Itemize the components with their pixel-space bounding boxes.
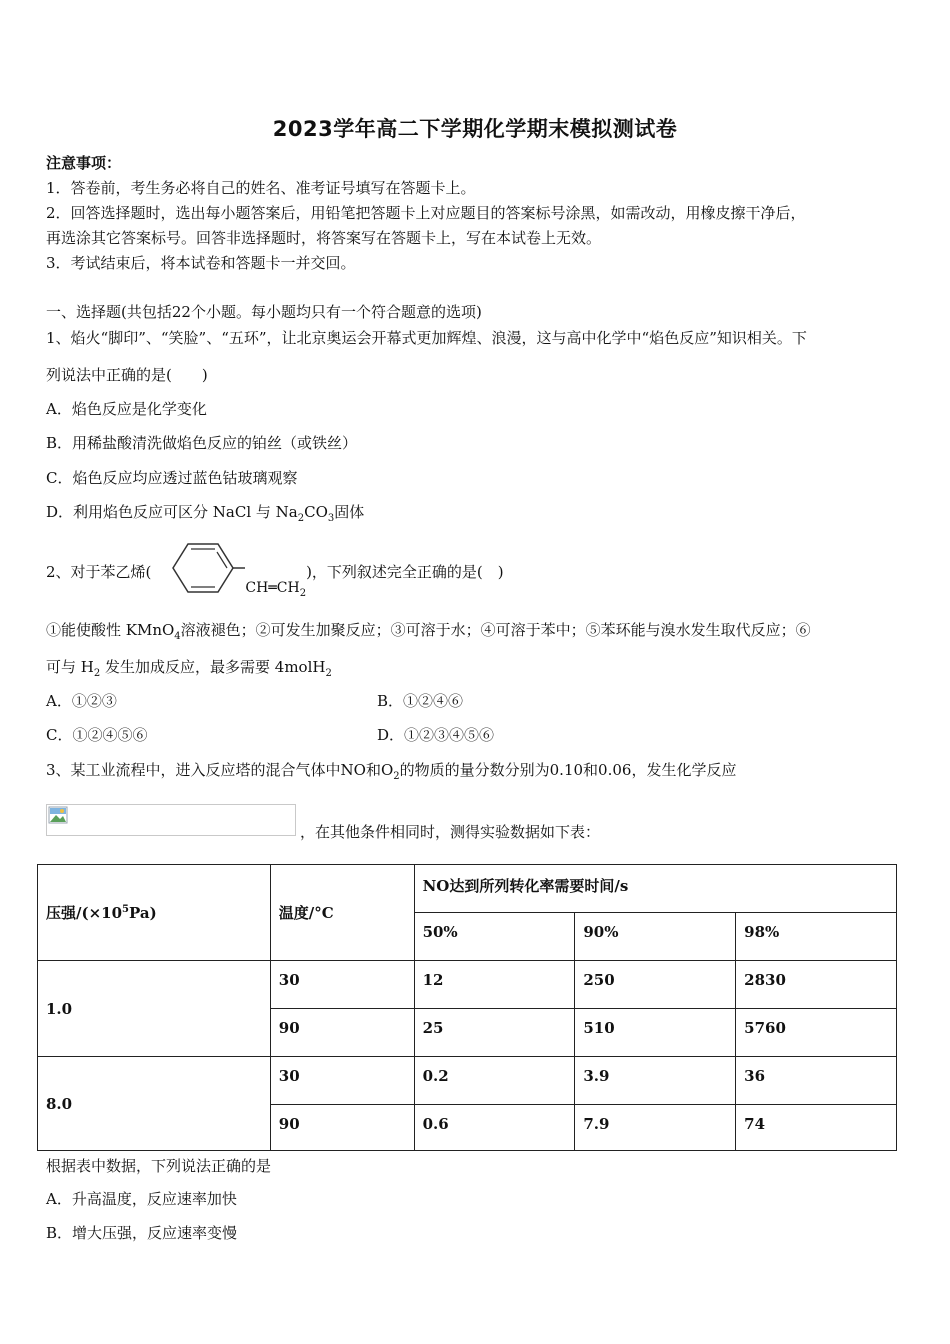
broken-image-icon <box>48 806 70 826</box>
cell-value: 5760 <box>736 1009 897 1057</box>
cell-temp: 30 <box>270 1057 414 1105</box>
q2-option-d: D．①②③④⑤⑥ <box>377 726 495 744</box>
styrene-vinyl-sub: 2 <box>299 587 307 599</box>
q1-option-a: A．焰色反应是化学变化 <box>46 400 207 418</box>
q2-option-c: C．①②④⑤⑥ <box>46 726 148 744</box>
header-col-90: 90% <box>575 913 736 961</box>
styrene-vinyl-label <box>245 580 307 599</box>
cell-value: 12 <box>414 961 575 1009</box>
q1-option-c: C．焰色反应均应透过蓝色钴玻璃观察 <box>46 469 298 487</box>
cell-value: 510 <box>575 1009 736 1057</box>
q2-stem-pre: 2、对于苯乙烯( <box>46 562 152 581</box>
header-pressure <box>38 865 271 961</box>
q3-stem <box>46 759 736 782</box>
q3-stem-post: 的物质的量分数分别为0.10和0.06，发生化学反应 <box>399 761 737 779</box>
q2-stem-post: )，下列叙述完全正确的是( ) <box>306 562 504 581</box>
q1-d-mid: CO <box>304 503 328 521</box>
header-col-50: 50% <box>414 913 575 961</box>
cell-value: 36 <box>736 1057 897 1105</box>
cell-temp: 90 <box>270 1105 414 1151</box>
q3-followup: 根据表中数据，下列说法正确的是 <box>46 1157 272 1175</box>
notice-item-2-cont: 再选涂其它答案标号。回答非选择题时，将答案写在答题卡上，写在本试卷上无效。 <box>46 229 602 247</box>
q2-cond2-mid: 发生加成反应，最多需要 4molH <box>100 658 326 676</box>
cell-pressure: 8.0 <box>38 1057 271 1151</box>
header-col-98: 98% <box>736 913 897 961</box>
q2-option-a: A．①②③ <box>46 692 117 710</box>
header-pressure-sup: 5 <box>122 904 129 915</box>
experiment-table <box>37 864 897 1151</box>
q1-stem-line2: 列说法中正确的是( ) <box>46 366 208 384</box>
table-row <box>38 961 897 1009</box>
q1-stem-line1: 1、焰火“脚印”、“笑脸”、“五环”，让北京奥运会开幕式更加辉煌、浪漫，这与高中化学中“焰色反应”知识相关。下 <box>46 329 807 347</box>
cell-temp: 30 <box>270 961 414 1009</box>
header-temperature: 温度/°C <box>270 865 414 961</box>
styrene-structure <box>151 538 306 605</box>
notice-item-3: 3．考试结束后，将本试卷和答题卡一并交回。 <box>46 254 356 272</box>
q2-cond2-sub2: 2 <box>325 668 332 679</box>
cell-value: 250 <box>575 961 736 1009</box>
q2-option-b: B．①②④⑥ <box>377 692 464 710</box>
cell-value: 7.9 <box>575 1105 736 1151</box>
exam-title: 2023学年高二下学期化学期末模拟测试卷 <box>272 117 678 141</box>
q2-cond1-pre: ①能使酸性 KMnO <box>46 621 175 639</box>
q3-option-b: B．增大压强，反应速率变慢 <box>46 1224 238 1242</box>
cell-value: 2830 <box>736 961 897 1009</box>
header-pressure-post: Pa) <box>129 904 157 922</box>
equation-image <box>46 804 296 836</box>
section-heading: 一、选择题(共包括22个小题。每小题均只有一个符合题意的选项) <box>46 303 482 321</box>
styrene-vinyl-text: CH═CH <box>245 580 300 596</box>
cell-pressure: 1.0 <box>38 961 271 1057</box>
header-pressure-pre: 压强/(×10 <box>46 904 123 922</box>
q1-d-sub2: 3 <box>327 513 335 524</box>
table-row <box>38 1057 897 1105</box>
cell-value: 0.6 <box>414 1105 575 1151</box>
q2-conditions-line2 <box>46 656 332 679</box>
q2-stem <box>46 538 504 605</box>
q3-option-a: A．升高温度，反应速率加快 <box>46 1190 237 1208</box>
cell-value: 3.9 <box>575 1057 736 1105</box>
q2-cond2-pre: 可与 H <box>46 658 94 676</box>
q1-option-d <box>46 501 364 524</box>
notice-item-2: 2．回答选择题时，选出每小题答案后，用铅笔把答题卡上对应题目的答案标号涂黑，如需改动，用橡皮擦干净后， <box>46 204 806 222</box>
q3-stem-pre: 3、某工业流程中，进入反应塔的混合气体中NO和O <box>46 761 394 779</box>
q1-d-pre: D．利用焰色反应可区分 NaCl 与 Na <box>46 503 298 521</box>
notice-heading: 注意事项： <box>46 154 122 172</box>
header-conversion-group: NO达到所列转化率需要时间/s <box>414 865 896 913</box>
q3-stem-sub: 2 <box>393 771 400 782</box>
q2-cond1-sub: 4 <box>174 631 181 642</box>
notice-item-1: 1．答卷前，考生务必将自己的姓名、准考证号填写在答题卡上。 <box>46 179 476 197</box>
q2-conditions-line1 <box>46 619 811 642</box>
cell-value: 0.2 <box>414 1057 575 1105</box>
cell-temp: 90 <box>270 1009 414 1057</box>
q1-d-post: 固体 <box>334 503 365 521</box>
cell-value: 74 <box>736 1105 897 1151</box>
q2-cond1-post: 溶液褪色；②可发生加聚反应；③可溶于水；④可溶于苯中；⑤苯环能与溴水发生取代反应；⑥ <box>180 621 811 639</box>
q2-cond2-sub: 2 <box>93 668 101 679</box>
q3-after-image: ，在其他条件相同时，测得实验数据如下表： <box>300 823 601 841</box>
q1-option-b: B．用稀盐酸清洗做焰色反应的铂丝（或铁丝） <box>46 434 358 452</box>
q1-d-sub1: 2 <box>297 513 305 524</box>
cell-value: 25 <box>414 1009 575 1057</box>
